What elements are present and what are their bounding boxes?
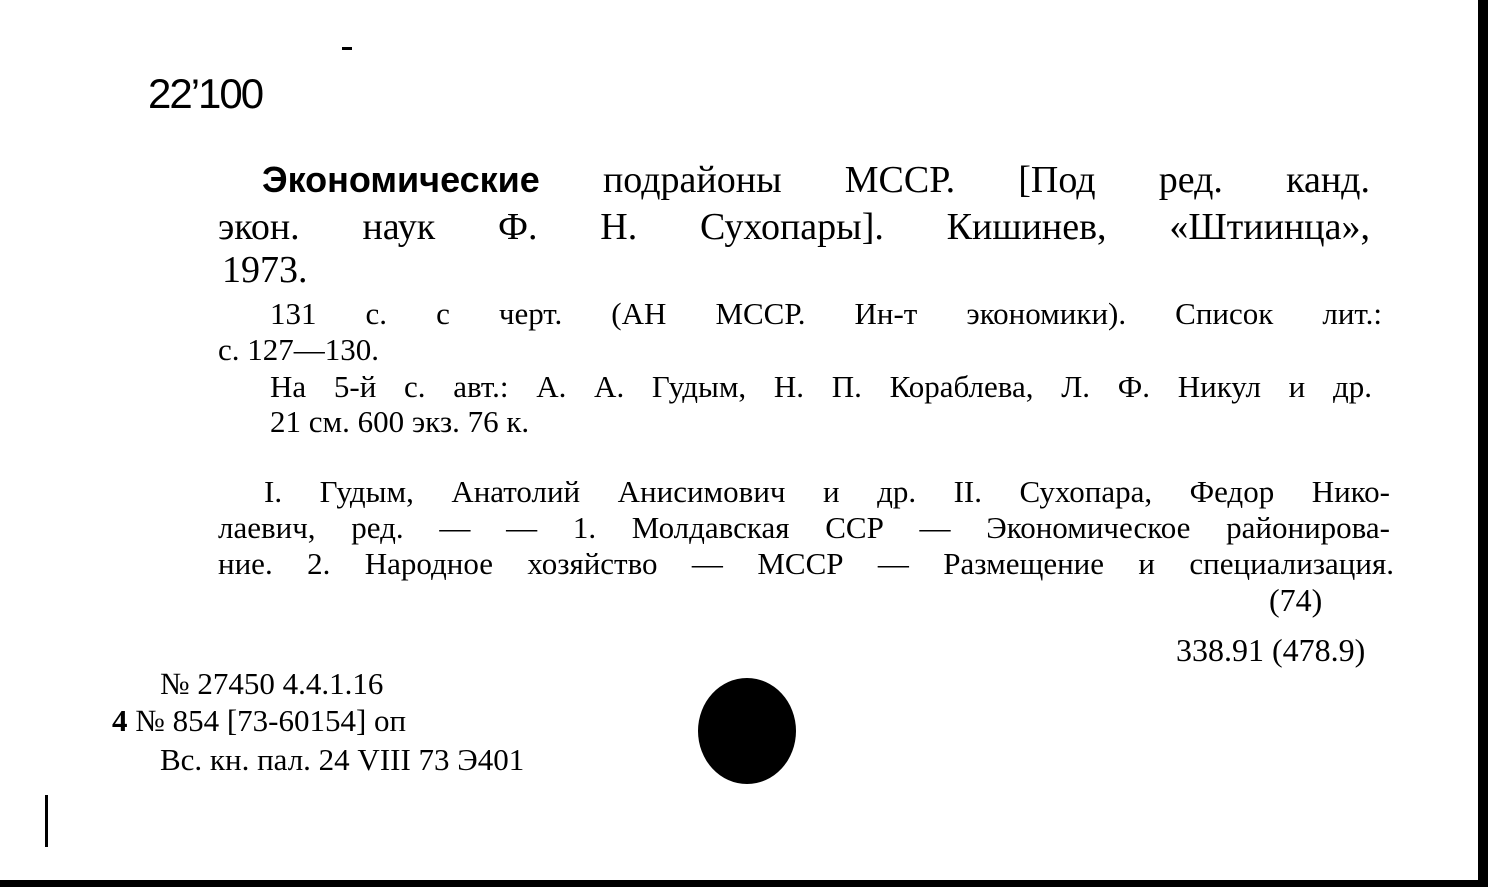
title-bold: Экономические [262,159,540,200]
title-line-2: экон. наук Ф. Н. Сухопары]. Кишинев, «Штиинца», [218,206,1370,248]
chamber-line: Вс. кн. пал. 24 VIII 73 Э401 [160,742,525,777]
title-line-1 [262,158,1370,202]
classification-number: 338.91 (478.9) [1176,632,1366,668]
subjects-line-3: ние. 2. Народное хозяйство — МССР — Размещение и специализация. [218,546,1394,581]
title-rest: подрайоны МССР. [Под ред. канд. [539,159,1370,201]
print-number-line [112,703,406,739]
subjects-line-1: I. Гудым, Анатолий Анисимович и др. II. Сухопара, Федор Нико- [264,474,1390,509]
order-number: № 27450 4.4.1.16 [160,666,384,701]
print-prefix: 4 [112,703,128,738]
authors-line: На 5-й с. авт.: А. А. Гудым, Н. П. Кораблева, Л. Ф. Никул и др. [270,369,1372,404]
edge-mark [45,795,48,847]
handwritten-mark: (74) [1269,582,1323,618]
card-number: 22’100 [148,70,263,117]
description-line-2: с. 127—130. [218,332,380,367]
subjects-line-2: лаевич, ред. — — 1. Молдавская ССР — Экономическое районирова- [218,510,1390,545]
punch-hole [698,678,796,784]
title-line-3: 1973. [222,249,308,291]
format-line: 21 см. 600 экз. 76 к. [270,404,530,439]
description-line-1: 131 с. с черт. (АН МССР. Ин-т экономики). Список лит.: [270,296,1382,331]
dash-mark [342,47,352,50]
print-number: № 854 [73-60154] оп [127,703,407,738]
